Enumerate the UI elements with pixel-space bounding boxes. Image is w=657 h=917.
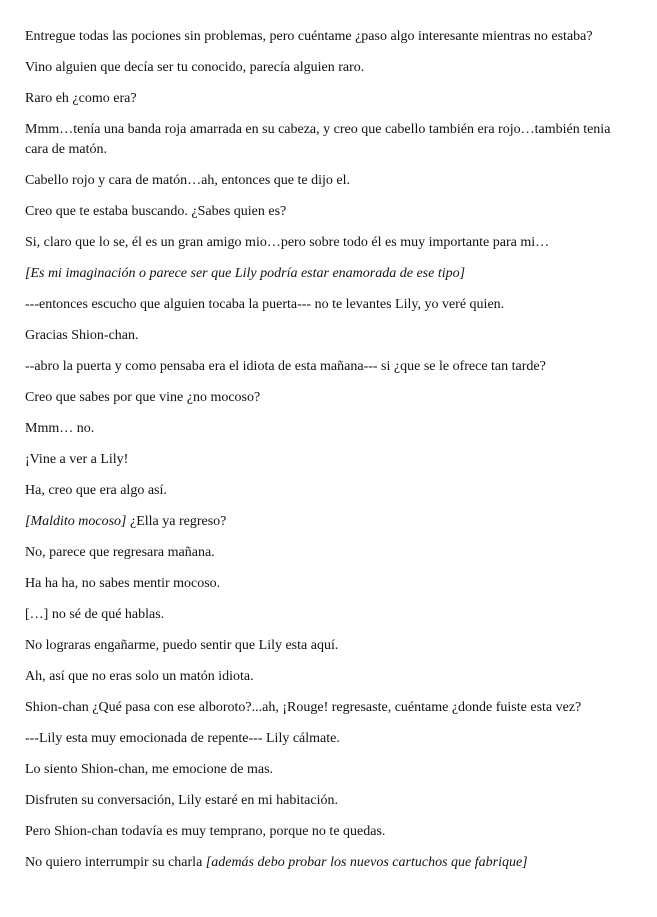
paragraph-text: […] no sé de qué hablas. xyxy=(25,607,165,622)
dialogue-paragraph xyxy=(25,264,627,284)
paragraph-text: Si, claro que lo se, él es un gran amigo mio…pero sobre todo él es muy importante para mi… xyxy=(25,235,550,250)
paragraph-text: Mmm…tenía una banda roja amarrada en su cabeza, y creo que cabello también era rojo…también tenia cara de matón. xyxy=(25,122,611,157)
dialogue-paragraph xyxy=(25,58,627,78)
paragraph-text: Vino alguien que decía ser tu conocido, parecía alguien raro. xyxy=(25,60,365,75)
dialogue-paragraph xyxy=(25,202,627,222)
dialogue-paragraph xyxy=(25,357,627,377)
paragraph-text: No lograras engañarme, puedo sentir que Lily esta aquí. xyxy=(25,638,339,653)
dialogue-paragraph xyxy=(25,295,627,315)
paragraph-text: Cabello rojo y cara de matón…ah, entonces que te dijo el. xyxy=(25,173,351,188)
paragraph-text: Lo siento Shion-chan, me emocione de mas. xyxy=(25,762,274,777)
dialogue-paragraph xyxy=(25,120,627,160)
dialogue-paragraph xyxy=(25,89,627,109)
dialogue-paragraph xyxy=(25,760,627,780)
paragraph-text: ¡Vine a ver a Lily! xyxy=(25,452,129,467)
dialogue-paragraph xyxy=(25,822,627,842)
dialogue-paragraph xyxy=(25,450,627,470)
dialogue-paragraph xyxy=(25,481,627,501)
dialogue-paragraph xyxy=(25,667,627,687)
dialogue-paragraph xyxy=(25,419,627,439)
dialogue-paragraph xyxy=(25,791,627,811)
paragraph-text: Raro eh ¿como era? xyxy=(25,91,137,106)
paragraph-text: Creo que te estaba buscando. ¿Sabes quien es? xyxy=(25,204,287,219)
dialogue-paragraph xyxy=(25,853,627,873)
dialogue-paragraph xyxy=(25,233,627,253)
paragraph-text: Mmm… no. xyxy=(25,421,95,436)
dialogue-paragraph xyxy=(25,574,627,594)
paragraph-text: Shion-chan ¿Qué pasa con ese alboroto?...ah, ¡Rouge! regresaste, cuéntame ¿donde fuiste esta vez? xyxy=(25,700,582,715)
dialogue-paragraph xyxy=(25,27,627,47)
paragraph-text: Ha ha ha, no sabes mentir mocoso. xyxy=(25,576,221,591)
paragraph-text: Gracias Shion-chan. xyxy=(25,328,139,343)
paragraph-text: ---entonces escucho que alguien tocaba la puerta--- no te levantes Lily, yo veré quien. xyxy=(25,297,505,312)
italic-thought-text: [además debo probar los nuevos cartuchos que fabrique] xyxy=(205,855,528,870)
paragraph-text: ¿Ella ya regreso? xyxy=(126,514,227,529)
dialogue-paragraph xyxy=(25,388,627,408)
paragraph-text: Entregue todas las pociones sin problemas, pero cuéntame ¿paso algo interesante mientras no estaba? xyxy=(25,29,593,44)
paragraph-text: Ah, así que no eras solo un matón idiota. xyxy=(25,669,254,684)
dialogue-paragraph xyxy=(25,171,627,191)
paragraph-text: ---Lily esta muy emocionada de repente--- Lily cálmate. xyxy=(25,731,340,746)
paragraph-text: Ha, creo que era algo así. xyxy=(25,483,167,498)
paragraph-text: No, parece que regresara mañana. xyxy=(25,545,215,560)
dialogue-paragraph xyxy=(25,512,627,532)
dialogue-paragraph xyxy=(25,605,627,625)
dialogue-paragraph xyxy=(25,698,627,718)
italic-thought-text: [Es mi imaginación o parece ser que Lily podría estar enamorada de ese tipo] xyxy=(25,266,466,281)
paragraph-text: Creo que sabes por que vine ¿no mocoso? xyxy=(25,390,261,405)
paragraph-text: --abro la puerta y como pensaba era el idiota de esta mañana--- si ¿que se le ofrece tan tarde? xyxy=(25,359,546,374)
document-body xyxy=(25,27,627,873)
paragraph-text: Pero Shion-chan todavía es muy temprano, porque no te quedas. xyxy=(25,824,386,839)
dialogue-paragraph xyxy=(25,543,627,563)
dialogue-paragraph xyxy=(25,729,627,749)
dialogue-paragraph xyxy=(25,636,627,656)
paragraph-text: Disfruten su conversación, Lily estaré en mi habitación. xyxy=(25,793,338,808)
italic-thought-text: [Maldito mocoso] xyxy=(25,514,127,529)
paragraph-text: No quiero interrumpir su charla xyxy=(25,855,206,870)
dialogue-paragraph xyxy=(25,326,627,346)
